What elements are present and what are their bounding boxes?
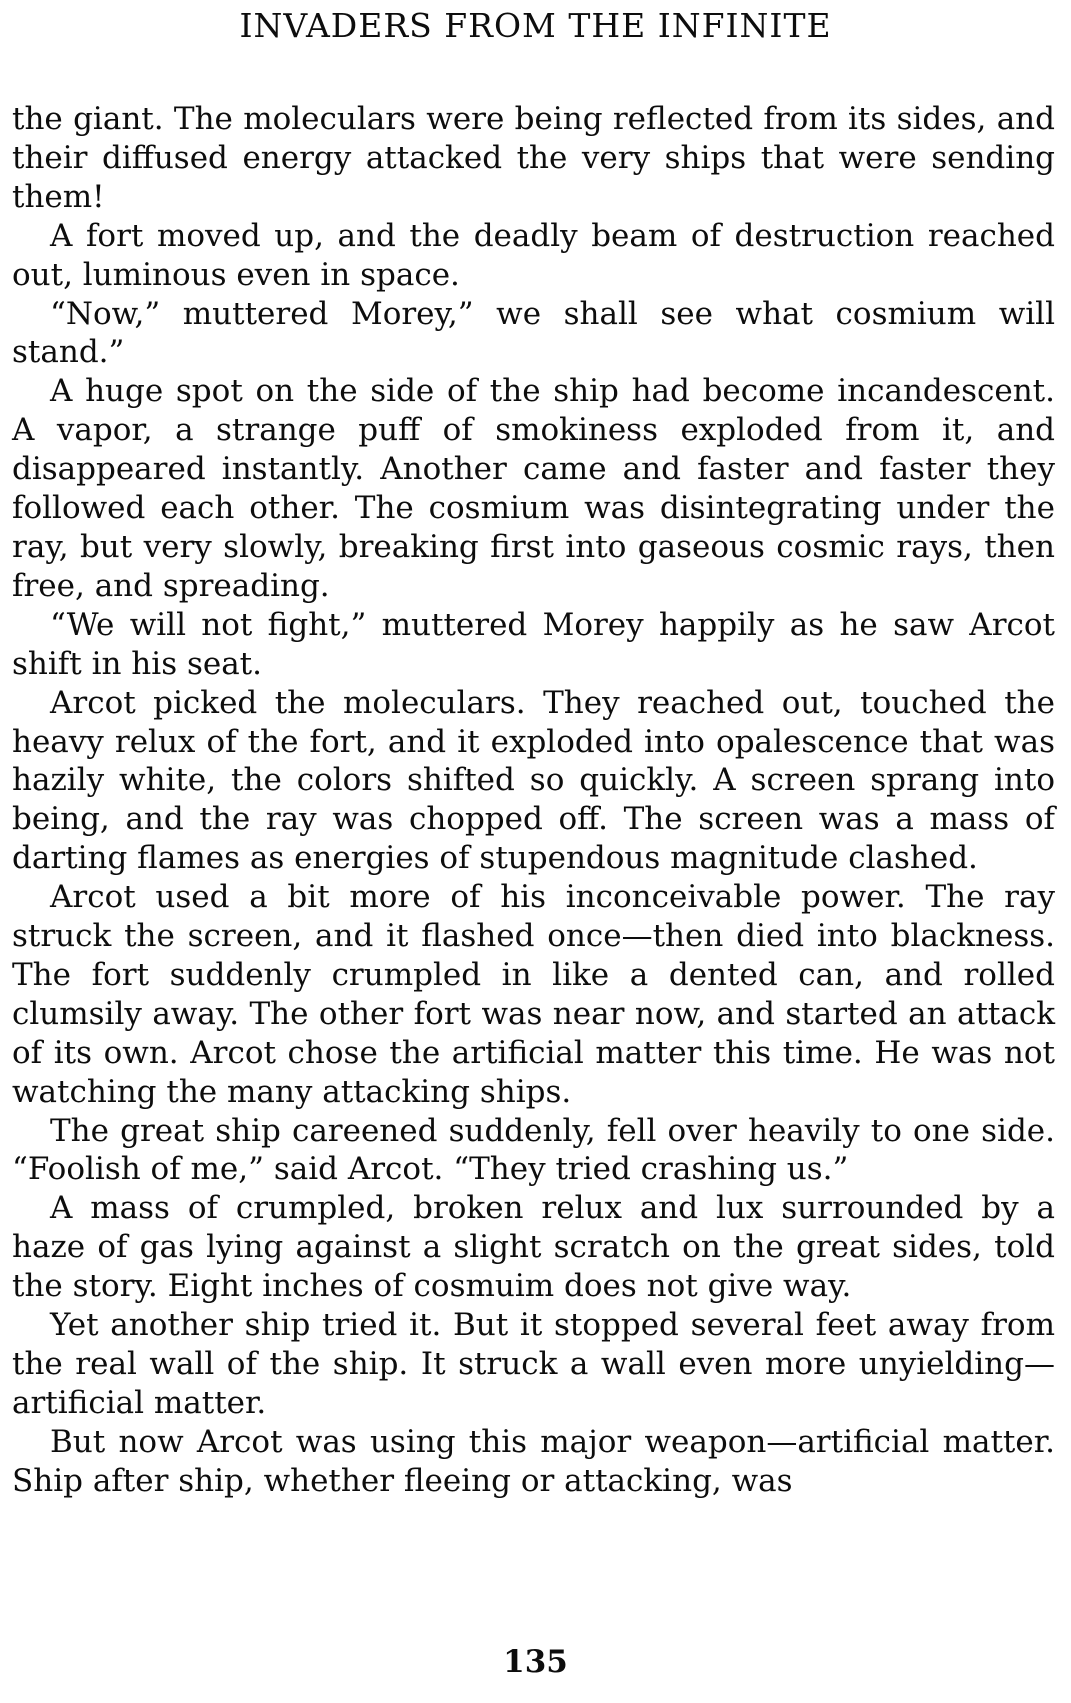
paragraph: A mass of crumpled, broken relux and lux surrounded by a haze of gas lying against a slight scratch on the great sides, told the story. Eight inches of cosmuim does not give way. xyxy=(12,1190,1055,1305)
paragraph: “We will not fight,” muttered Morey happily as he saw Arcot shift in his seat. xyxy=(12,606,1055,682)
paragraph: “Now,” muttered Morey,” we shall see what cosmium will stand.” xyxy=(12,295,1055,371)
paragraph: The great ship careened suddenly, fell over heavily to one side. “Foolish of me,” said Arcot. “They tried crashing us.” xyxy=(12,1112,1055,1188)
body-text xyxy=(12,100,1055,1501)
running-head: INVADERS FROM THE INFINITE xyxy=(239,6,832,45)
paragraph: Arcot picked the moleculars. They reached out, touched the heavy relux of the fort, and it exploded into opalescence that was hazily white, the colors shifted so quickly. A screen sprang into being, and the ray was chopped off. The screen was a mass of darting flames as energies of stupendous magnitude clashed. xyxy=(12,684,1055,877)
paragraph: But now Arcot was using this major weapon—artificial matter. Ship after ship, whether fleeing or attacking, was xyxy=(12,1423,1055,1499)
page-number: 135 xyxy=(503,1644,568,1680)
paragraph: Yet another ship tried it. But it stopped several feet away from the real wall of the ship. It struck a wall even more unyielding—artificial matter. xyxy=(12,1307,1055,1421)
paragraph: A fort moved up, and the deadly beam of destruction reached out, luminous even in space. xyxy=(12,217,1055,293)
paragraph: Arcot used a bit more of his inconceivable power. The ray struck the screen, and it flashed once—then died into blackness. The fort suddenly crumpled in like a dented can, and rolled clumsily away. The other fort was near now, and started an attack of its own. Arcot chose the artificial matter this time. He was not watching the many attacking ships. xyxy=(12,879,1055,1110)
paragraph: A huge spot on the side of the ship had become incandescent. A vapor, a strange puff of smokiness exploded from it, and disappeared instantly. Another came and faster and faster they followed each other. The cosmium was disintegrating under the ray, but very slowly, breaking first into gaseous cosmic rays, then free, and spreading. xyxy=(12,373,1055,604)
paragraph: the giant. The moleculars were being reflected from its sides, and their diffused energy attacked the very ships that were sending them! xyxy=(12,101,1055,215)
